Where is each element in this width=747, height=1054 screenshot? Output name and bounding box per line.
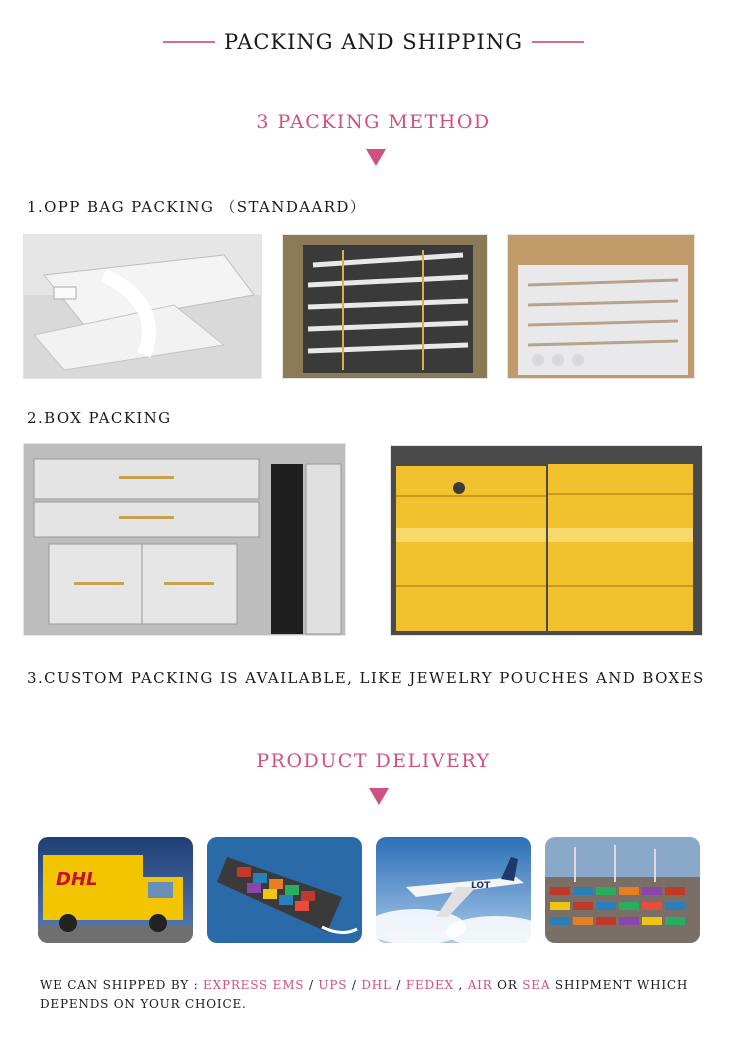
down-arrow-icon xyxy=(366,149,386,166)
cargo-ship-photo xyxy=(207,837,362,943)
footer-prefix: WE CAN SHIPPED BY : xyxy=(40,978,204,992)
footer-sea: SEA xyxy=(522,978,551,992)
footer-sep: / xyxy=(391,978,406,992)
method-2-label: 2.BOX PACKING xyxy=(27,409,172,427)
footer-sep: / xyxy=(347,978,362,992)
dhl-truck-photo xyxy=(38,837,193,943)
method-1-label: 1.OPP BAG PACKING （STANDAARD） xyxy=(27,198,367,216)
plane-logo-text: LOT xyxy=(471,881,491,891)
footer-ems: EXPRESS EMS xyxy=(203,978,305,992)
page-title: PACKING AND SHIPPING xyxy=(224,30,523,54)
opp-bag-photo-1 xyxy=(23,234,262,379)
container-port-photo xyxy=(545,837,700,943)
product-delivery-heading: PRODUCT DELIVERY xyxy=(256,750,491,772)
header-left-rule xyxy=(163,41,215,43)
header-right-rule xyxy=(532,41,584,43)
opp-bag-photo-3 xyxy=(507,234,695,379)
box-packing-photo-2 xyxy=(390,445,703,636)
footer-ups: UPS xyxy=(318,978,348,992)
down-arrow-icon xyxy=(369,788,389,805)
footer-or: OR xyxy=(492,978,523,992)
footer-sep: , xyxy=(453,978,468,992)
footer-suffix: SHIPMENT WHICH DEPENDS ON YOUR CHOICE. xyxy=(40,978,689,1011)
airplane-photo xyxy=(376,837,531,943)
packing-method-heading: 3 PACKING METHOD xyxy=(256,111,491,133)
footer-fedex: FEDEX xyxy=(405,978,454,992)
truck-logo-text: DHL xyxy=(56,869,98,890)
shipping-methods-text xyxy=(40,976,720,1014)
page-header xyxy=(0,30,747,54)
opp-bag-photo-2 xyxy=(282,234,488,379)
footer-air: AIR xyxy=(467,978,493,992)
footer-sep: / xyxy=(304,978,319,992)
box-packing-photo-1 xyxy=(23,443,346,636)
footer-dhl: DHL xyxy=(361,978,392,992)
method-3-label: 3.CUSTOM PACKING IS AVAILABLE, LIKE JEWELRY POUCHES AND BOXES xyxy=(27,669,705,687)
